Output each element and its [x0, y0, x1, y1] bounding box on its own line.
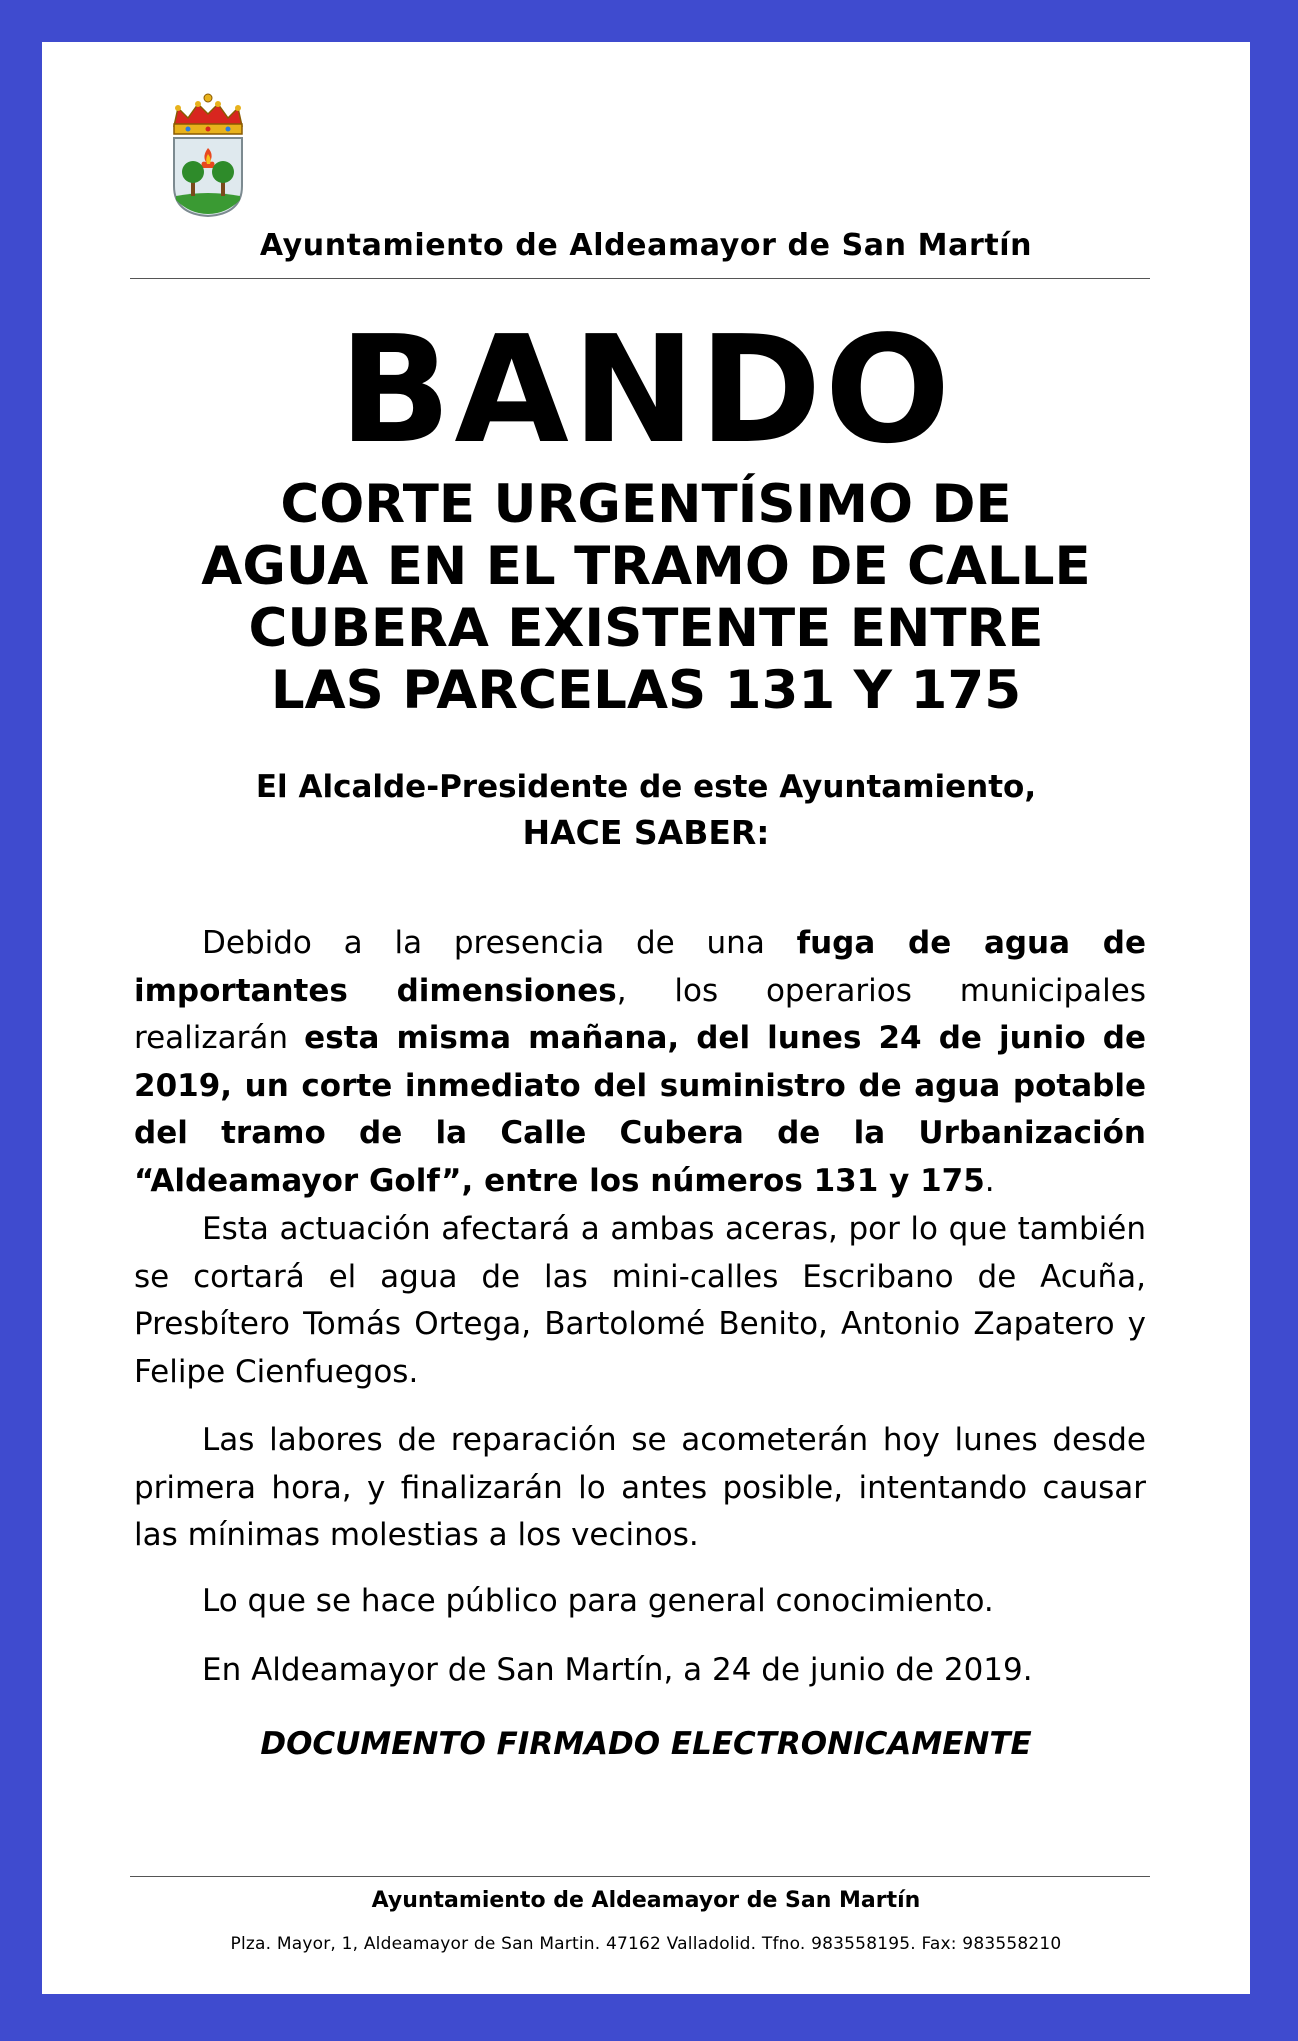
announcement — [42, 764, 1250, 856]
paragraph-2 — [134, 1206, 1146, 1396]
paragraph-5-text: En Aldeamayor de San Martín, a 24 de junio de 2019. — [202, 1652, 1033, 1688]
headline-line-3: CUBERA EXISTENTE ENTRE — [248, 598, 1044, 659]
paragraph-2-text: Esta actuación afectará a ambas aceras, por lo que también se cortará el agua de las mini-calles Escribano de Acuña, Presbítero Tomás Ortega, Bartolomé Benito, Antonio Zapatero y Felipe Cienfuegos. — [134, 1211, 1146, 1390]
paragraph-3-text: Las labores de reparación se acometerán hoy lunes desde primera hora, y finalizarán lo antes posible, intentando causar las mínimas molestias a los vecinos. — [134, 1422, 1146, 1553]
footer-title: Ayuntamiento de Aldeamayor de San Martín — [371, 1888, 921, 1913]
document-page — [42, 42, 1250, 1994]
headline — [122, 474, 1170, 722]
footer-divider — [130, 1876, 1150, 1877]
paragraph-4-text: Lo que se hace público para general conocimiento. — [202, 1583, 994, 1619]
paragraph-1-text-c: . — [984, 1162, 995, 1199]
announcement-line-2: HACE SABER: — [522, 813, 770, 852]
headline-line-2: AGUA EN EL TRAMO DE CALLE — [201, 536, 1091, 597]
paragraph-1-text-a: Debido a la presencia de una — [202, 925, 797, 961]
bando-title: BANDO — [338, 304, 954, 476]
headline-line-1: CORTE URGENTÍSIMO DE — [280, 474, 1012, 535]
coat-of-arms-icon — [166, 92, 250, 218]
signature-note: DOCUMENTO FIRMADO ELECTRONICAMENTE — [260, 1726, 1032, 1762]
paragraph-1-text-b: , los operarios municipales realizarán — [134, 972, 1146, 1056]
header-divider — [130, 278, 1150, 279]
footer-address: Plza. Mayor, 1, Aldeamayor de San Martin. 47162 Valladolid. Tfno. 983558195. Fax: 983558210 — [230, 1934, 1062, 1954]
paragraph-1-bold-a: fuga de agua de importantes dimensiones — [134, 925, 1146, 1009]
header-title: Ayuntamiento de Aldeamayor de San Martín — [259, 228, 1033, 263]
paragraph-4 — [134, 1578, 1146, 1626]
announcement-line-1: El Alcalde-Presidente de este Ayuntamiento, — [255, 769, 1037, 805]
paragraph-1-bold-b: esta misma mañana, del lunes 24 de junio de 2019, un corte inmediato del suministro de agua potable del tramo de la Calle Cubera de la Urbanización “Aldeamayor Golf”, entre los números 131 y 175 — [134, 1020, 1147, 1199]
headline-line-4: LAS PARCELAS 131 Y 175 — [270, 660, 1022, 721]
paragraph-1 — [134, 920, 1146, 1205]
paragraph-5 — [134, 1647, 1146, 1695]
paragraph-3 — [134, 1417, 1146, 1560]
